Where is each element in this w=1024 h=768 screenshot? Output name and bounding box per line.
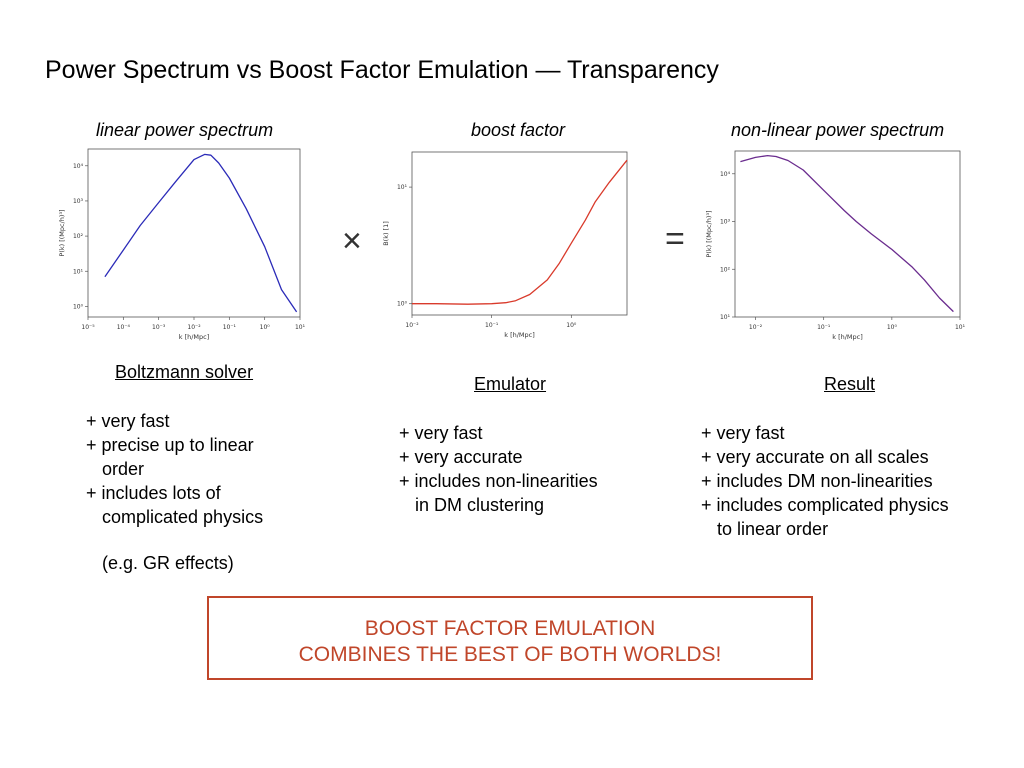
y-tick-label: 10³ xyxy=(719,218,730,226)
x-tick-label: 10⁻² xyxy=(405,322,419,329)
x-tick-label: 10⁻³ xyxy=(152,324,166,331)
plot-frame xyxy=(88,149,300,317)
list-item: + includes DM non-linearities xyxy=(701,471,933,491)
plot-frame xyxy=(412,152,627,315)
gr-effects-note: (e.g. GR effects) xyxy=(102,553,234,573)
x-tick-label: 10¹ xyxy=(294,324,306,331)
linear-power-spectrum-subtitle: linear power spectrum xyxy=(96,120,274,140)
x-tick-label: 10⁻¹ xyxy=(817,324,831,331)
result-points xyxy=(701,421,949,541)
list-item: + very fast xyxy=(399,423,483,443)
multiply-operator: × xyxy=(342,222,362,260)
list-item: + includes complicated physics xyxy=(701,495,949,515)
boost-factor-chart xyxy=(380,148,640,340)
list-item: + includes non-linearities xyxy=(399,471,598,491)
x-axis-label: k [h/Mpc] xyxy=(178,333,210,341)
linear-power-spectrum-chart xyxy=(50,145,310,341)
boost-factor-subtitle: boost factor xyxy=(471,120,566,140)
nonlinear-power-spectrum-subtitle: non-linear power spectrum xyxy=(731,120,945,140)
list-item: complicated physics xyxy=(102,507,264,527)
x-tick-label: 10⁻² xyxy=(187,324,201,331)
list-item: order xyxy=(102,459,145,479)
list-item: + very accurate xyxy=(399,447,523,467)
y-tick-label: 10² xyxy=(72,233,83,241)
x-tick-label: 10⁻⁵ xyxy=(81,324,95,331)
list-item: + includes lots of xyxy=(86,483,221,503)
y-tick-label: 10¹ xyxy=(719,314,730,321)
y-axis-label: P(k) [(Mpc/h)³] xyxy=(705,210,713,258)
x-tick-label: 10⁻⁴ xyxy=(116,324,130,331)
result-heading: Result xyxy=(824,374,876,394)
y-tick-label: 10⁰ xyxy=(72,303,83,311)
x-tick-label: 10⁰ xyxy=(566,322,577,329)
y-tick-label: 10⁴ xyxy=(72,162,83,170)
emulator-points xyxy=(399,421,598,517)
conclusion-line-1: BOOST FACTOR EMULATION xyxy=(364,617,656,640)
plot-frame xyxy=(735,151,960,317)
list-item: + very fast xyxy=(86,411,170,431)
boltzmann-solver-points xyxy=(86,409,263,529)
y-tick-label: 10⁴ xyxy=(719,170,730,178)
y-axis-label: B(k) [1] xyxy=(382,221,390,246)
y-axis-label: P(k) [(Mpc/h)³] xyxy=(58,209,66,257)
x-tick-label: 10¹ xyxy=(954,324,966,331)
y-tick-label: 10² xyxy=(719,266,730,274)
list-item: + precise up to linear xyxy=(86,435,254,455)
x-tick-label: 10⁻² xyxy=(748,324,763,331)
list-item: + very fast xyxy=(701,423,785,443)
x-axis-label: k [h/Mpc] xyxy=(832,333,863,341)
emulator-heading: Emulator xyxy=(474,374,547,394)
boltzmann-solver-heading: Boltzmann solver xyxy=(115,362,254,382)
nonlinear-power-spectrum-chart xyxy=(705,147,975,339)
list-item: to linear order xyxy=(717,519,829,539)
y-tick-label: 10⁰ xyxy=(396,300,407,308)
y-tick-label: 10¹ xyxy=(396,184,407,192)
list-item: + very accurate on all scales xyxy=(701,447,929,467)
slide-title: Power Spectrum vs Boost Factor Emulation — Transparency xyxy=(45,56,719,84)
equals-operator: = xyxy=(665,220,685,258)
x-tick-label: 10⁻¹ xyxy=(485,322,499,329)
y-tick-label: 10³ xyxy=(72,197,83,205)
x-tick-label: 10⁰ xyxy=(886,324,897,331)
list-item: in DM clustering xyxy=(415,495,545,515)
conclusion-line-2: COMBINES THE BEST OF BOTH WORLDS! xyxy=(298,643,722,666)
conclusion-box xyxy=(207,596,813,680)
x-axis-label: k [h/Mpc] xyxy=(504,331,535,339)
x-tick-label: 10⁻¹ xyxy=(222,324,236,331)
x-tick-label: 10⁰ xyxy=(259,324,270,331)
y-tick-label: 10¹ xyxy=(72,268,83,276)
